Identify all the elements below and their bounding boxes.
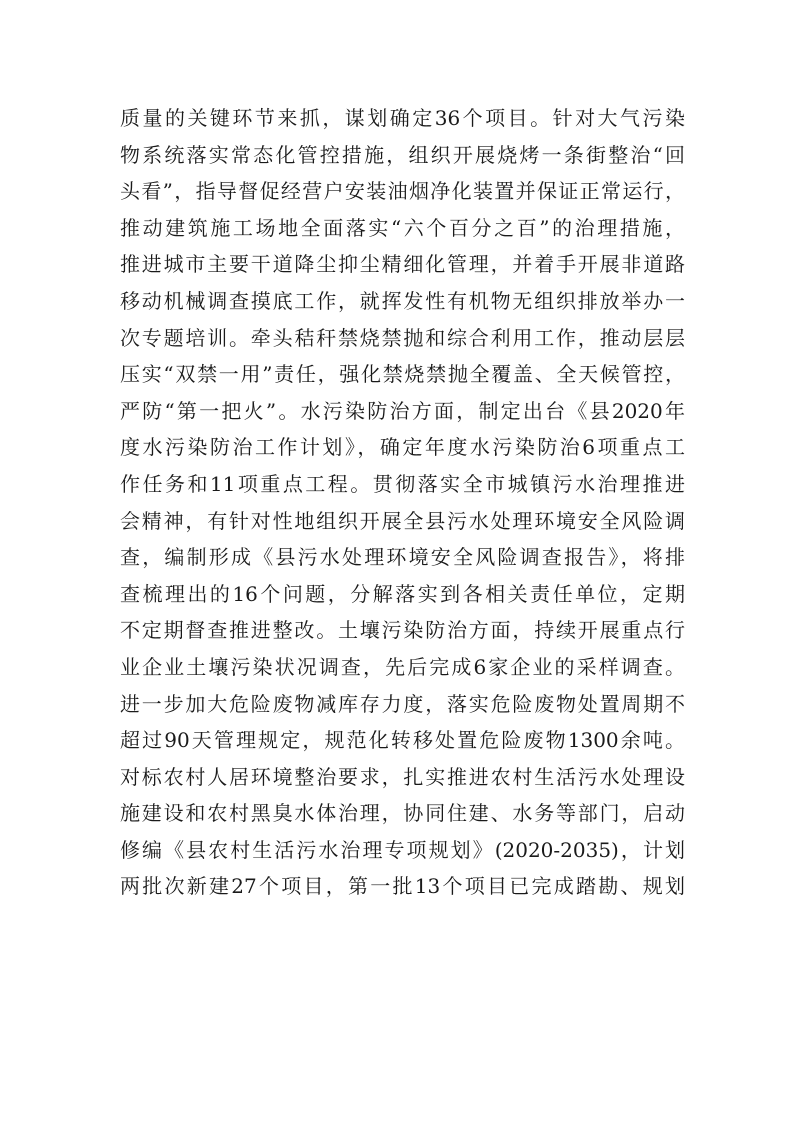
text-line: 业企业土壤污染状况调查，先后完成6家企业的采样调查。	[120, 654, 685, 679]
text-line: 次专题培训。牵头秸秆禁烧禁抛和综合利用工作，推动层层	[120, 325, 685, 350]
text-line: 超过90天管理规定，规范化转移处置危险废物1300余吨。	[120, 728, 685, 753]
text-line: 推进城市主要干道降尘抑尘精细化管理，并着手开展非道路	[120, 252, 685, 277]
text-line: 查，编制形成《县污水处理环境安全风险调查报告》，将排	[120, 545, 685, 570]
text-line: 查梳理出的16个问题，分解落实到各相关责任单位，定期	[120, 581, 685, 606]
text-line: 移动机械调查摸底工作，就挥发性有机物无组织排放举办一	[120, 288, 685, 313]
text-line: 作任务和11项重点工程。贯彻落实全市城镇污水治理推进	[120, 471, 685, 496]
text-line: 进一步加大危险废物减库存力度，落实危险废物处置周期不	[120, 691, 685, 716]
text-line: 度水污染防治工作计划》，确定年度水污染防治6项重点工	[120, 435, 685, 460]
body-paragraph	[120, 100, 685, 905]
text-line: 头看”，指导督促经营户安装油烟净化装置并保证正常运行，	[120, 179, 685, 204]
text-line: 对标农村人居环境整治要求，扎实推进农村生活污水处理设	[120, 764, 685, 789]
text-line: 物系统落实常态化管控措施，组织开展烧烤一条街整治“回	[120, 142, 685, 167]
text-line: 不定期督查推进整改。土壤污染防治方面，持续开展重点行	[120, 618, 685, 643]
text-line: 质量的关键环节来抓，谋划确定36个项目。针对大气污染	[120, 106, 685, 130]
text-line: 严防“第一把火”。水污染防治方面，制定出台《县2020年	[120, 398, 685, 423]
text-line: 施建设和农村黑臭水体治理，协同住建、水务等部门，启动	[120, 801, 685, 826]
text-line: 压实“双禁一用”责任，强化禁烧禁抛全覆盖、全天候管控，	[120, 362, 685, 387]
text-line: 修编《县农村生活污水治理专项规划》(2020-2035)，计划	[120, 837, 685, 862]
text-line: 两批次新建27个项目，第一批13个项目已完成踏勘、规划	[120, 874, 685, 899]
text-line: 会精神，有针对性地组织开展全县污水处理环境安全风险调	[120, 508, 685, 533]
text-line: 推动建筑施工场地全面落实“六个百分之百”的治理措施，	[120, 215, 685, 240]
